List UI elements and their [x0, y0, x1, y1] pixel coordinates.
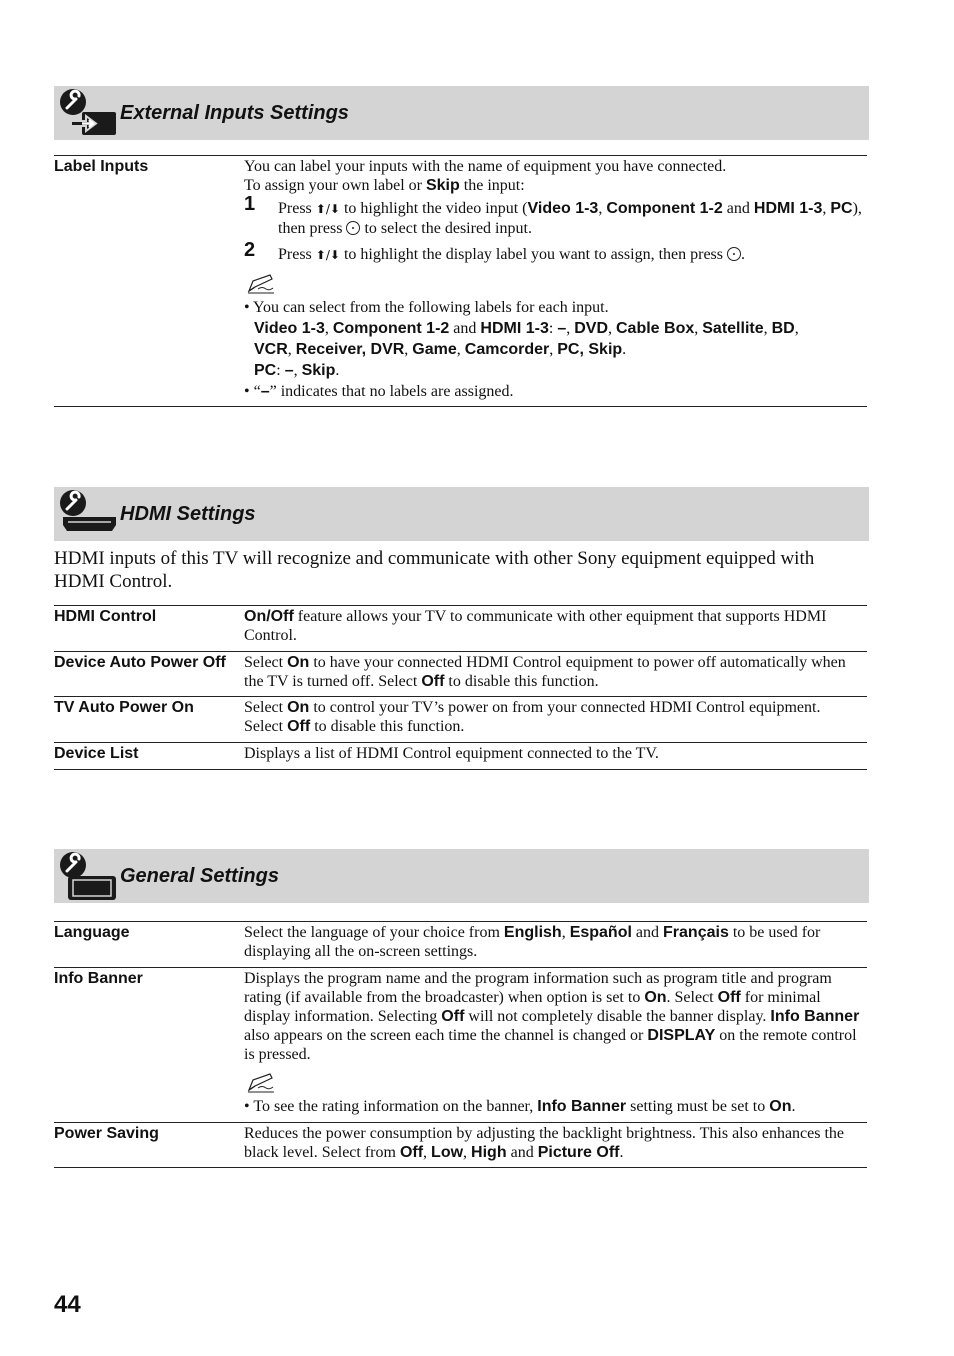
- info-banner-label: Info Banner: [54, 970, 143, 987]
- label-inputs-label: Label Inputs: [54, 158, 149, 175]
- power-saving-label: Power Saving: [54, 1125, 159, 1142]
- up-down-arrows-icon: ⬆/⬇: [315, 248, 340, 262]
- label-inputs-step-2: 2 Press ⬆/⬇ to highlight the display label you want to assign, then press .: [244, 239, 745, 263]
- hdmi-intro: HDMI inputs of this TV will recognize and communicate with other Sony equipment equipped with HDMI Control.: [54, 548, 815, 592]
- info-banner-desc: Displays the program name and the program information such as program title and program rating (if available from the broadcaster) when option is set to On. Select Off for minimal display information. Selecting Off will not completely disable the banner display. Info Banner also appears on the screen each time the channel is changed or DISPLAY on the remote control is pressed.: [244, 970, 860, 1063]
- divider: [54, 769, 867, 770]
- general-settings-banner: [54, 849, 869, 903]
- device-auto-power-off-label: Device Auto Power Off: [54, 654, 226, 671]
- divider: [54, 742, 867, 743]
- divider: [54, 1122, 867, 1123]
- language-desc: Select the language of your choice from English, Español and Français to be used for displaying all the on-screen settings.: [244, 924, 821, 960]
- up-down-arrows-icon: ⬆/⬇: [315, 202, 340, 216]
- note-pencil-icon: [246, 1072, 276, 1094]
- device-auto-power-off-desc: Select On to have your connected HDMI Control equipment to power off automatically when the TV is turned off. Select Off to disable this function.: [244, 654, 846, 690]
- external-inputs-banner: [54, 86, 869, 140]
- page-number: 44: [54, 1291, 81, 1318]
- info-banner-note: • To see the rating information on the banner, Info Banner setting must be set to On.: [244, 1098, 796, 1115]
- language-label: Language: [54, 924, 130, 941]
- divider: [54, 921, 867, 922]
- tv-auto-power-on-desc: Select On to control your TV’s power on from your connected HDMI Control equipment. Select Off to disable this function.: [244, 699, 821, 735]
- wrench-hdmi-icon: [58, 489, 120, 539]
- hdmi-settings-title: HDMI Settings: [120, 503, 256, 525]
- power-saving-desc: Reduces the power consumption by adjusting the backlight brightness. This also enhances the black level. Select from Off, Low, High and Picture Off.: [244, 1125, 845, 1161]
- hdmi-settings-banner: [54, 487, 869, 541]
- divider: [54, 1167, 867, 1168]
- wrench-input-icon: [58, 88, 120, 138]
- note-pencil-icon: [246, 273, 276, 295]
- label-inputs-note-1: • You can select from the following labels for each input.: [244, 299, 609, 316]
- wrench-tv-icon: [58, 851, 120, 901]
- enter-button-icon: [346, 221, 360, 235]
- external-inputs-title: External Inputs Settings: [120, 102, 349, 124]
- divider: [54, 967, 867, 968]
- label-inputs-intro: You can label your inputs with the name of equipment you have connected. To assign your own label or Skip the input:: [244, 158, 727, 194]
- device-list-desc: Displays a list of HDMI Control equipment connected to the TV.: [244, 745, 659, 762]
- tv-auto-power-on-label: TV Auto Power On: [54, 699, 194, 716]
- enter-button-icon: [727, 247, 741, 261]
- hdmi-control-label: HDMI Control: [54, 608, 157, 625]
- divider: [54, 651, 867, 652]
- label-inputs-label-list: Video 1-3, Component 1-2 and HDMI 1-3: –, DVD, Cable Box, Satellite, BD, VCR, Receiver, DVR, Game, Camcorder, PC, Skip. PC: –, Skip.: [254, 320, 799, 379]
- label-inputs-note-2: • “–” indicates that no labels are assigned.: [244, 383, 514, 400]
- divider: [54, 155, 867, 156]
- general-settings-title: General Settings: [120, 865, 279, 887]
- divider: [54, 696, 867, 697]
- divider: [54, 406, 867, 407]
- divider: [54, 605, 867, 606]
- label-inputs-step-1: 1 Press ⬆/⬇ to highlight the video input (Video 1-3, Component 1-2 and HDMI 1-3, PC), then press to select the desired input.: [244, 193, 862, 237]
- hdmi-control-desc: On/Off feature allows your TV to communicate with other equipment that supports HDMI Control.: [244, 608, 827, 644]
- device-list-label: Device List: [54, 745, 139, 762]
